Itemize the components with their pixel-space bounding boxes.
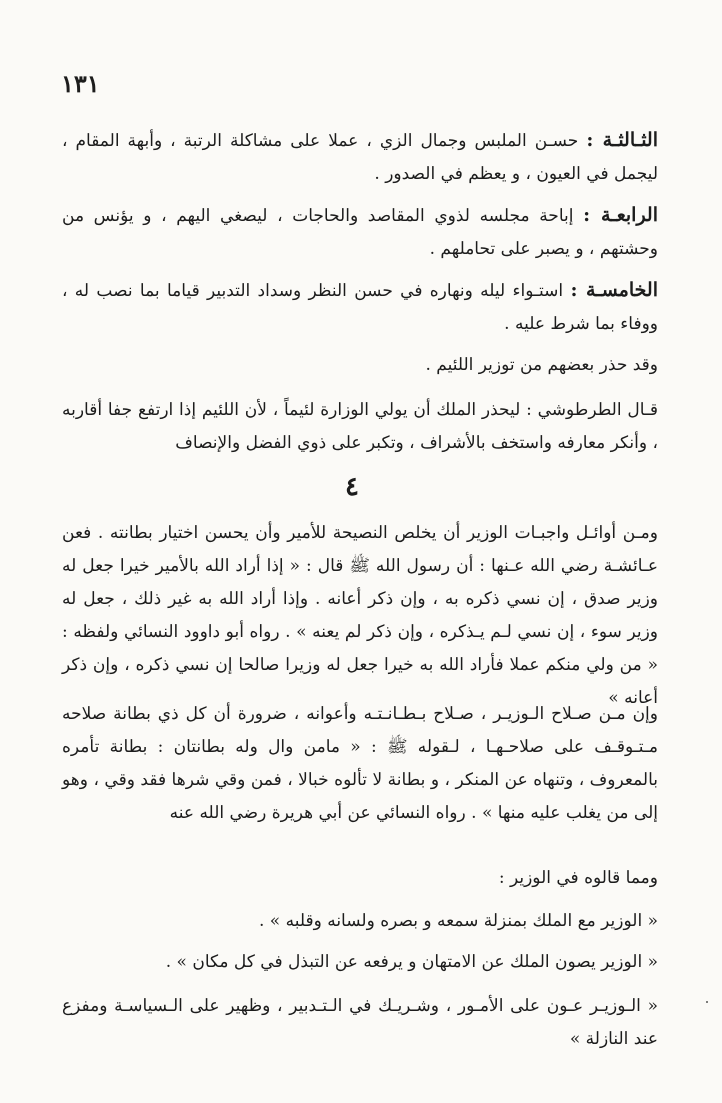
paragraph-lead: الخامسـة : (570, 279, 658, 301)
quote-second: « الوزير يصون الملك عن الامتهان و يرفعه عن التبذل في كل مكان » . (165, 952, 658, 972)
paragraph-sayings-intro: ومما قالوه في الوزير : (498, 868, 658, 888)
paragraph-third-quality (62, 124, 658, 191)
paragraph-lead: الثـالثـة : (586, 129, 658, 151)
paragraph-warning: وقد حذر بعضهم من توزير اللئيم . (425, 355, 658, 375)
paragraph-text: استـواء ليله ونهاره في حسن النظر وسداد التدبير قياما بما نصب له ، ووفاء بما شرط عليه . (62, 281, 658, 334)
paragraph-fourth-quality (62, 199, 658, 266)
quote-first: « الوزير مع الملك بمنزلة سمعه و بصره ولسانه وقلبه » . (258, 911, 658, 931)
scan-speck (706, 1001, 708, 1003)
paragraph-lead: الرابعـة : (583, 204, 658, 226)
paragraph-text: إباحة مجلسه لذوي المقاصد والحاجات ، ليصغي اليهم ، و يؤنس من وحشتهم ، و يصبر على تحاملهم . (62, 206, 658, 259)
paragraph-vizier-retinue: وإن مـن صـلاح الـوزيـر ، صـلاح بـطـانـتـه وأعوانه ، ضرورة أن كل ذي بطانة صلاحه مـتـوقـف على صلاحـهـا ، لـقوله ﷺ : « مامن وال وله بطانتان : بطانة تأمره بالمعروف ، وتنهاه عن المنكر ، و بطانة لا تألوه خبالا ، فمن وقي شرها فقد وقي ، وهو إلى من يغلب عليه منها » . رواه النسائي عن أبي هريرة رضي الله عنه (62, 704, 658, 823)
section-number: ٤ (345, 472, 359, 502)
paragraph-tartushi: قـال الطرطوشي : ليحذر الملك أن يولي الوزارة لئيماً ، لأن اللئيم إذا ارتفع جفا أقاربه ، وأنكر معارفه واستخف بالأشراف ، وتكبر على ذوي الفضل والإنصاف (62, 400, 658, 453)
quote-third: « الـوزيـر عـون على الأمـور ، وشـريـك في الـتـدبير ، وظهير على الـسياسـة ومفزع عند النازلة » (62, 996, 658, 1049)
page-number: ١٣١ (61, 69, 100, 98)
paragraph-fifth-quality (62, 274, 658, 341)
paragraph-text: حسـن الملبس وجمال الزي ، عملا على مشاكلة الرتبة ، وأبهة المقام ، ليجمل في العيون ، و يعظم في الصدور . (62, 131, 658, 184)
paragraph-vizier-duties: ومـن أوائـل واجبـات الوزير أن يخلص النصيحة للأمير وأن يحسن اختيار بطانته . فعن عـائشـة رضي الله عـنها : أن رسول الله ﷺ قال : « إذا أراد الله بالأمير خيرا جعل له وزير صدق ، إن نسي ذكره به ، وإن ذكر أعانه . وإذا أراد الله به غير ذلك ، جعل له وزير سوء ، إن نسي لـم يـذكره ، وإن ذكر لم يعنه » . رواه أبو داوود النسائي ولفظه : « من ولي منكم عملا فأراد الله به خيرا جعل له وزيرا صالحا إن نسي ذكره ، وإن ذكر أعانه » (62, 523, 658, 708)
